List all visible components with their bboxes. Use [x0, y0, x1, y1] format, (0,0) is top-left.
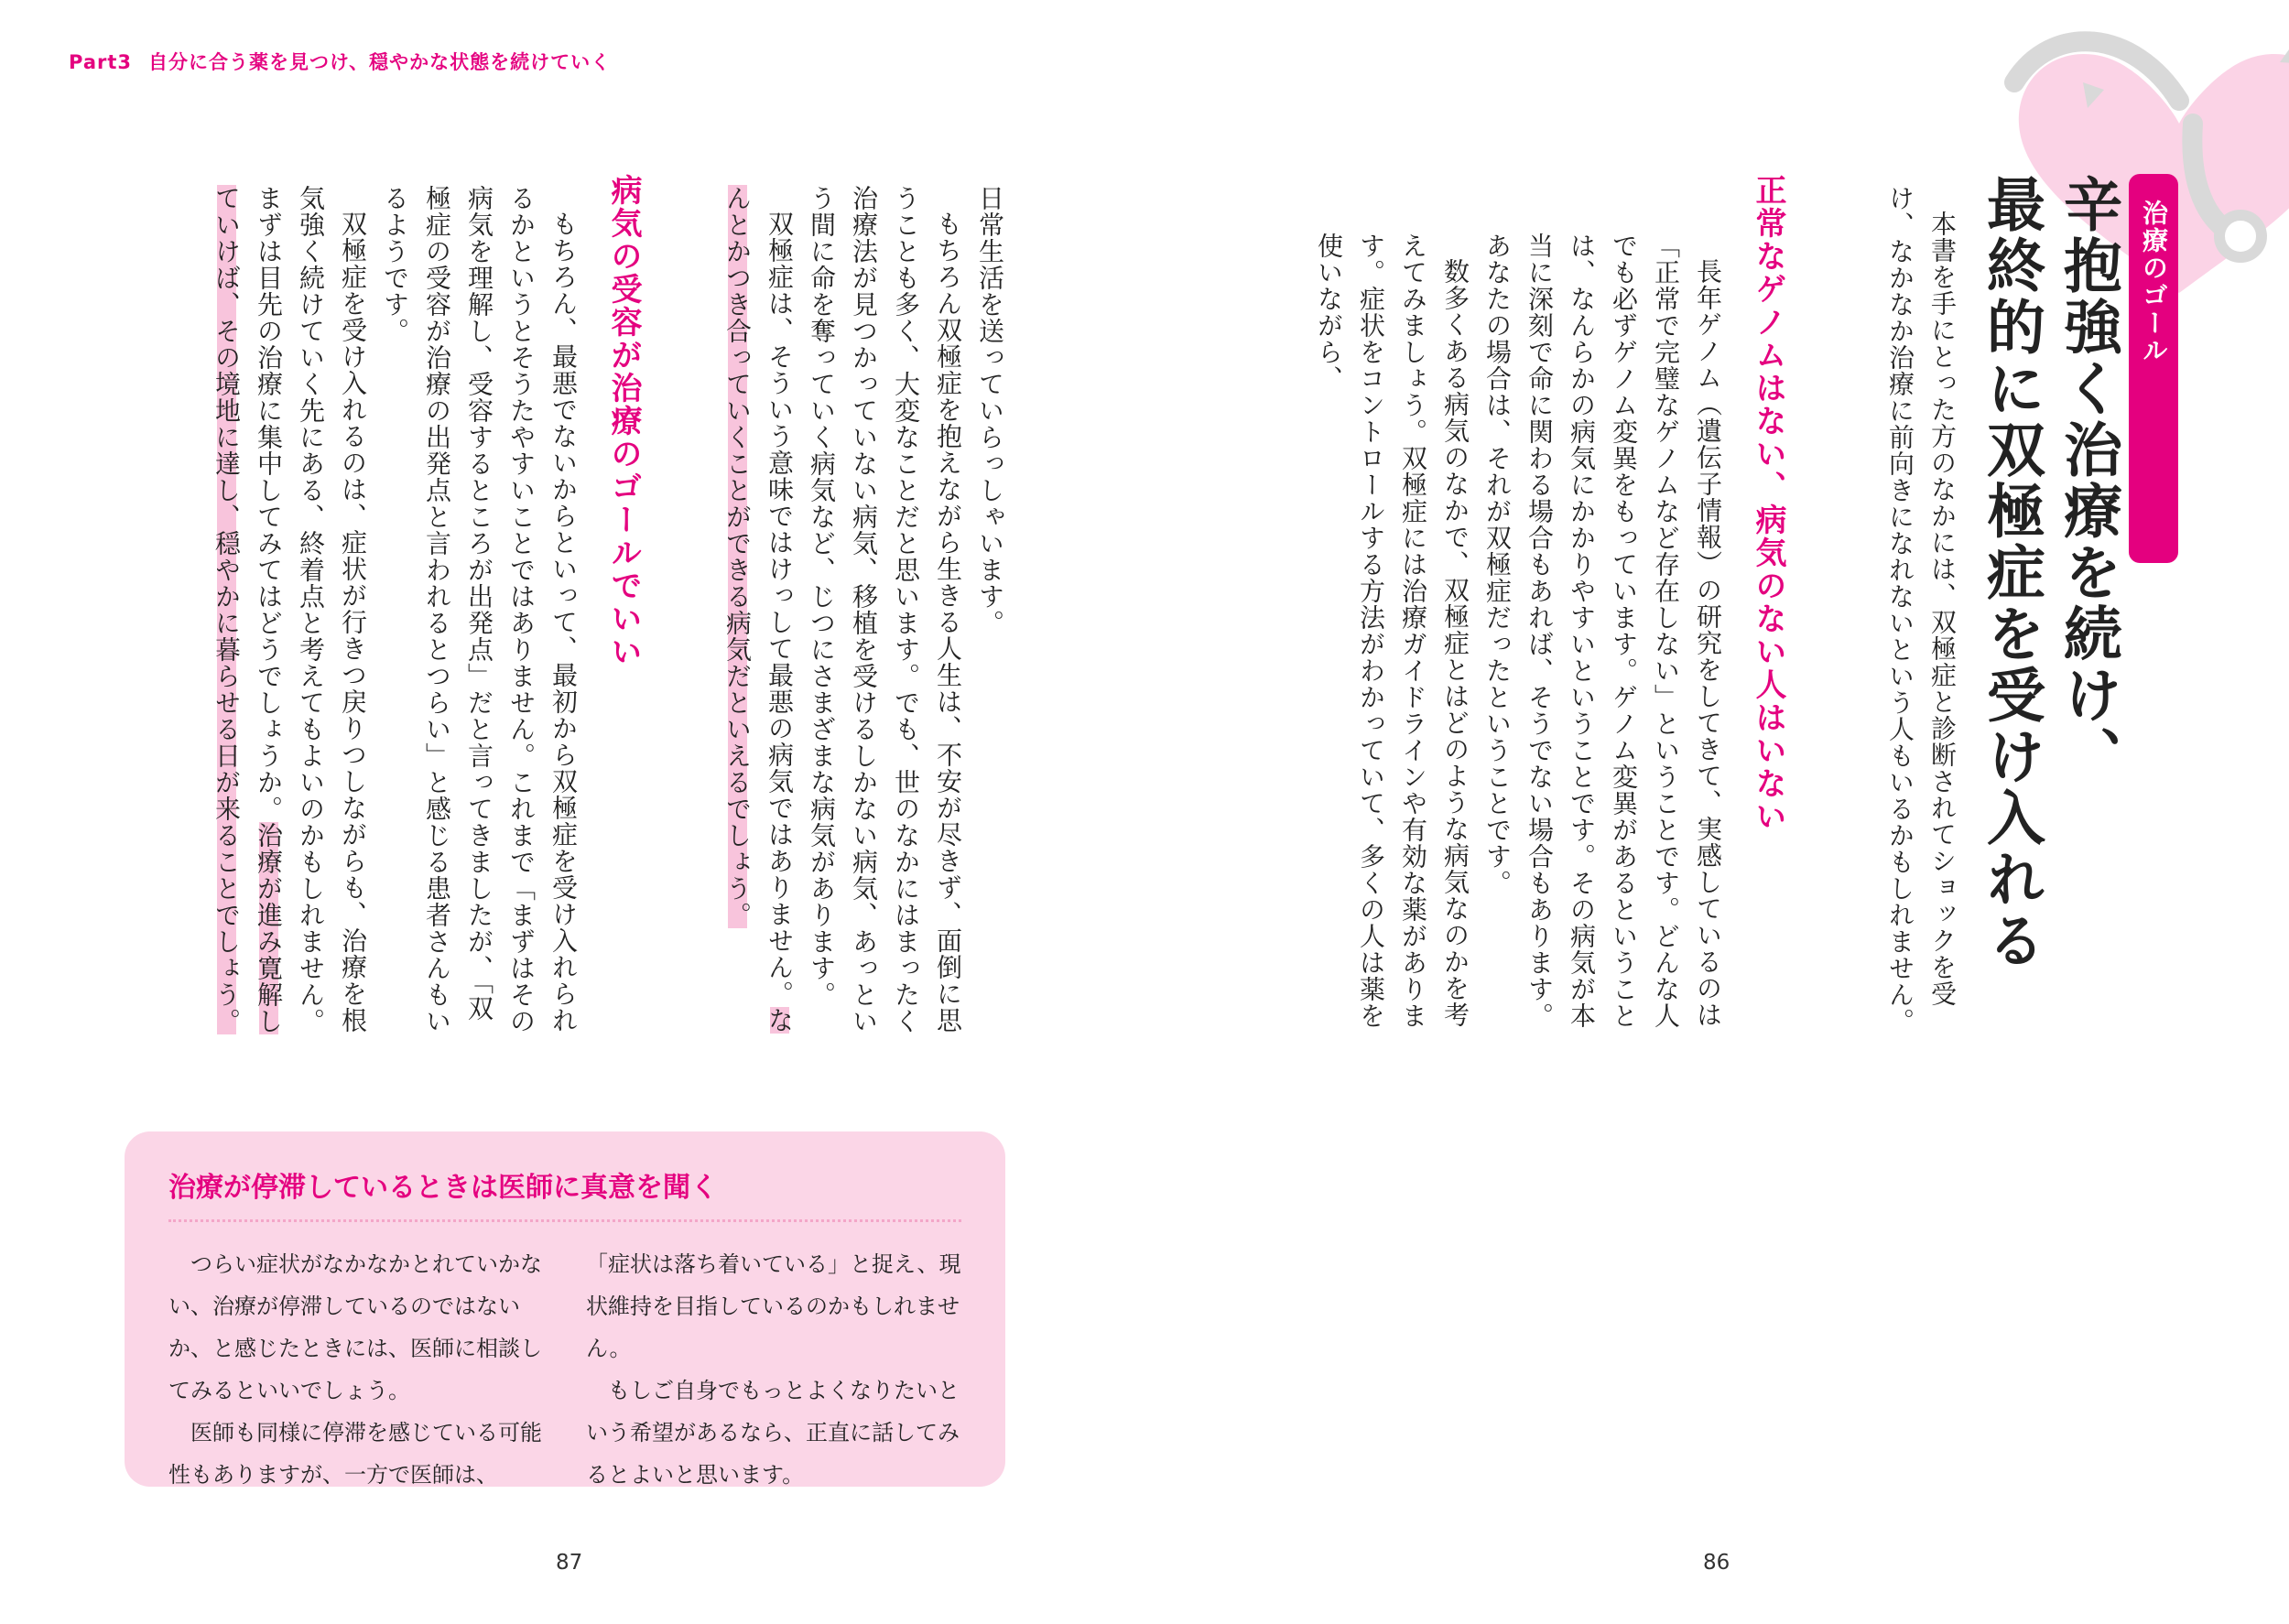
title-line-1: 辛抱強く治療を続け、: [2054, 174, 2121, 787]
page-title: [1972, 174, 2126, 998]
tip-box: [125, 1131, 1005, 1487]
section-heading-2: 病気の受容が治療のゴールでいい: [605, 174, 642, 668]
left-paragraph-4: もちろん、最悪でないからといって、最初から双極症を受け入れられるかというとそうたやすいことではありません。これまで「まずはその病気を理解し、受容するところが出発点」だと言ってきましたが、「双極症の受容が治療の出発点と言われるとつらい」と感じる患者さんもいるようです。: [380, 185, 579, 1034]
section-1-paragraph-2: 数多くある病気のなかで、双極症とはどのような病気なのかを考えてみましょう。双極症には治療ガイドラインや有効な薬があります。症状をコントロールする方法がわかっていて、多くの人は薬を使いながら、: [1314, 233, 1470, 1029]
left-page-body-lower: [108, 185, 584, 1036]
left-paragraph-5: [205, 185, 374, 1036]
tip-box-title: 治療が停滞しているときは医師に真意を聞く: [168, 1172, 718, 1204]
highlighted-sentence-1: なんとかつき合っていくことができる病気だといえるでしょう。: [722, 185, 795, 1034]
tip-col-1-paragraph-1: つらい症状がなかなかとれていかない、治療が停滞しているのではないか、と感じたときには、医師に相談してみるといいでしょう。: [168, 1251, 542, 1403]
section-1-paragraph-1: 長年ゲノム（遺伝子情報）の研究をしてきて、実感しているのは「正常で完璧なゲノムなど存在しない」ということです。どんな人でも必ずゲノム変異をもっています。ゲノム変異があるということは、なんらかの病気にかかりやすいということです。その病気が本当に深刻で命に関わる場合もあれば、そうでない場合もあります。あなたの場合は、それが双極症だったということです。: [1482, 233, 1723, 1029]
tip-col-2-paragraph-2: もしご自身でもっとよくなりたいという希望があるなら、正直に話してみるとよいと思います。: [586, 1378, 960, 1488]
chapter-title: 自分に合う薬を見つけ、穏やかな状態を続けていく: [148, 51, 612, 73]
part-label: Part3: [69, 51, 133, 73]
intro-paragraph: [1871, 185, 1963, 1036]
tip-col-2-paragraph-1: 「症状は落ち着いている」と捉え、現状維持を目指しているのかもしれません。: [586, 1251, 961, 1361]
page-number-right: 86: [1703, 1551, 1730, 1575]
running-header: [69, 48, 611, 75]
highlighted-sentence-2: 治療が進み寛解していけば、その境地に達し、穏やかに暮らせる日が来ることでしょう。: [212, 185, 284, 1034]
left-paragraph-3: [716, 185, 800, 1036]
left-paragraph-2: もちろん双極症を抱えながら生きる人生は、不安が尽きず、面倒に思うことも多く、大変なことだと思います。でも、世のなかにはまったく治療法が見つかっていない病気、移植を受けるしかない病気、あっという間に命を奪っていく病気など、じつにさまざまな病気があります。: [807, 185, 963, 1034]
left-paragraph-1: 日常生活を送っていらっしゃいます。: [975, 185, 1005, 636]
page-number-left: 87: [556, 1551, 583, 1575]
title-line-2: 最終的に双極症を受け入れる: [1977, 174, 2045, 971]
left-page-body-upper: [663, 185, 1011, 1036]
intro-text: 本書を手にとった方のなかには、双極症と診断されてショックを受け、なかなか治療に前向きになれないという人もいるかもしれません。: [1885, 185, 1958, 1034]
section-heading-1: 正常なゲノムはない、病気のない人はいない: [1750, 174, 1786, 833]
category-label: 治療のゴール: [2129, 174, 2178, 563]
tip-box-divider: [168, 1219, 961, 1222]
tip-col-1-paragraph-2: 医師も同様に停滞を感じている可能性もありますが、一方で医師は、: [168, 1420, 542, 1488]
tip-box-column-2: [586, 1243, 971, 1496]
left-paragraph-3-text: 双極症は、そういう意味ではけっして最悪の病気ではありません。: [765, 211, 795, 1007]
tip-box-column-1: [168, 1243, 553, 1496]
section-1-body: [1280, 233, 1729, 1038]
left-paragraph-5-text: 双極症を受け入れるのは、症状が行きつ戻りつしながらも、治療を根気強く続けていく先にある、終着点と考えてもよいのかもしれません。まずは目先の治療に集中してみてはどうでしょうか。: [254, 185, 368, 1034]
